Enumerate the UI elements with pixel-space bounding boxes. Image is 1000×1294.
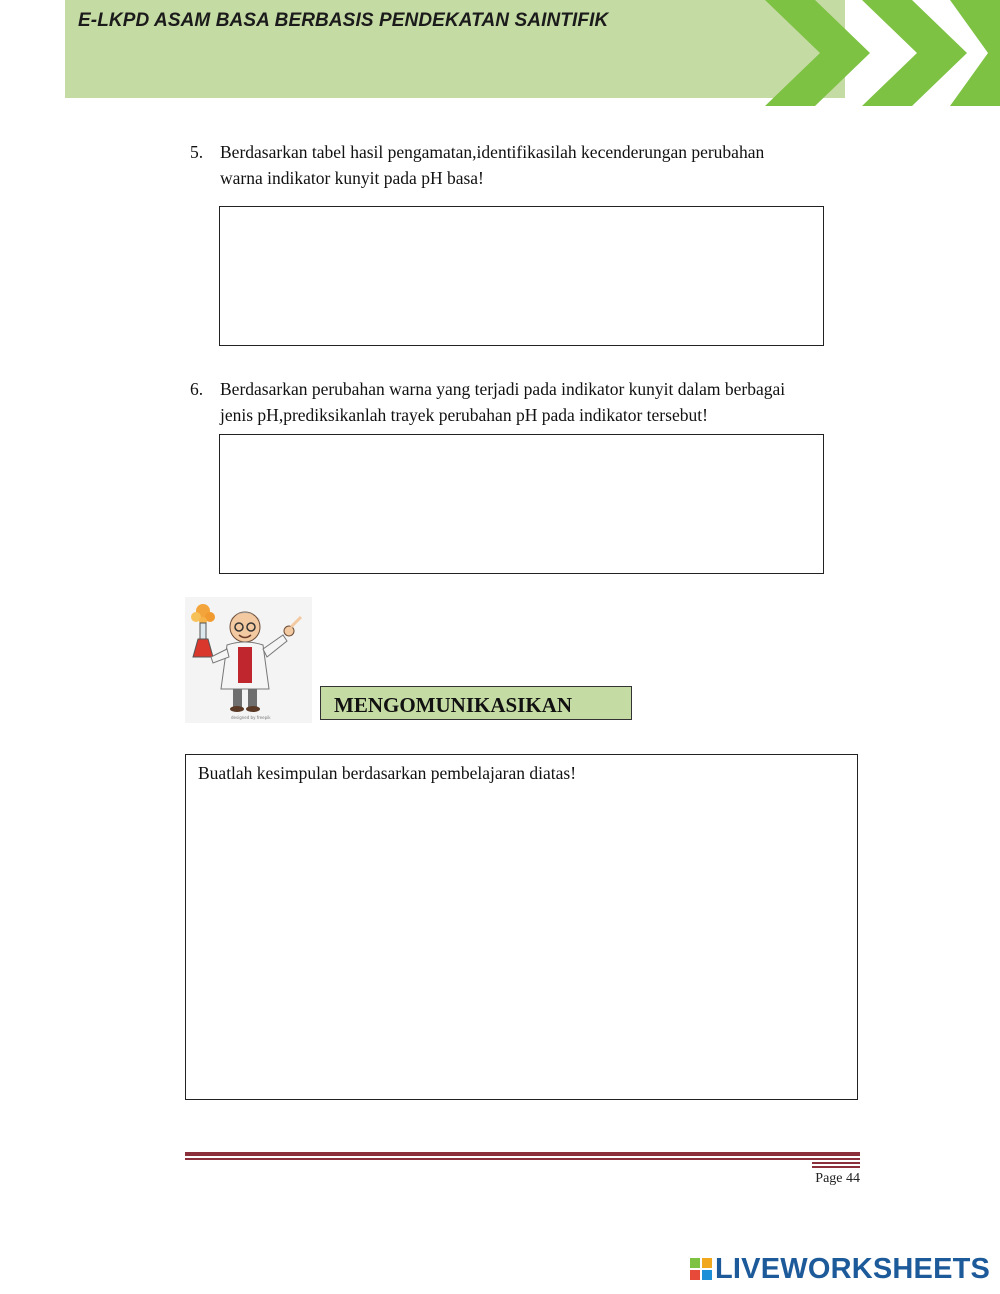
page-number: Page 44 [815, 1171, 860, 1186]
question-text-line: warna indikator kunyit pada pH basa! [220, 168, 484, 188]
answer-box-5[interactable] [219, 206, 824, 346]
chevron-arrows-icon [760, 0, 1000, 110]
question-number: 6. [190, 379, 204, 399]
question-6 [190, 376, 870, 428]
question-number: 5. [190, 142, 204, 162]
conclusion-answer-box[interactable] [185, 754, 858, 1100]
footer-divider [812, 1166, 860, 1168]
question-5 [190, 139, 870, 191]
answer-box-6[interactable] [219, 434, 824, 574]
scientist-icon [185, 597, 312, 723]
scientist-illustration [185, 597, 312, 723]
question-text-line: Berdasarkan perubahan warna yang terjadi pada indikator kunyit dalam berbagai [220, 379, 786, 399]
watermark-text: LIVEWORKSHEETS [715, 1253, 991, 1285]
section-heading: MENGOMUNIKASIKAN [320, 686, 632, 720]
liveworksheets-logo [690, 1252, 990, 1286]
footer-divider [185, 1158, 860, 1160]
footer-divider [812, 1162, 860, 1164]
document-title: E-LKPD ASAM BASA BERBASIS PENDEKATAN SAINTIFIK [78, 10, 609, 31]
question-text-line: jenis pH,prediksikanlah trayek perubahan pH pada indikator tersebut! [220, 405, 708, 425]
question-text-line: Berdasarkan tabel hasil pengamatan,identifikasilah kecenderungan perubahan [220, 142, 765, 162]
image-credit: designed by freepik [231, 715, 271, 720]
liveworksheets-grid-icon [690, 1258, 712, 1280]
conclusion-prompt: Buatlah kesimpulan berdasarkan pembelajaran diatas! [198, 763, 577, 783]
footer-divider [185, 1152, 860, 1156]
